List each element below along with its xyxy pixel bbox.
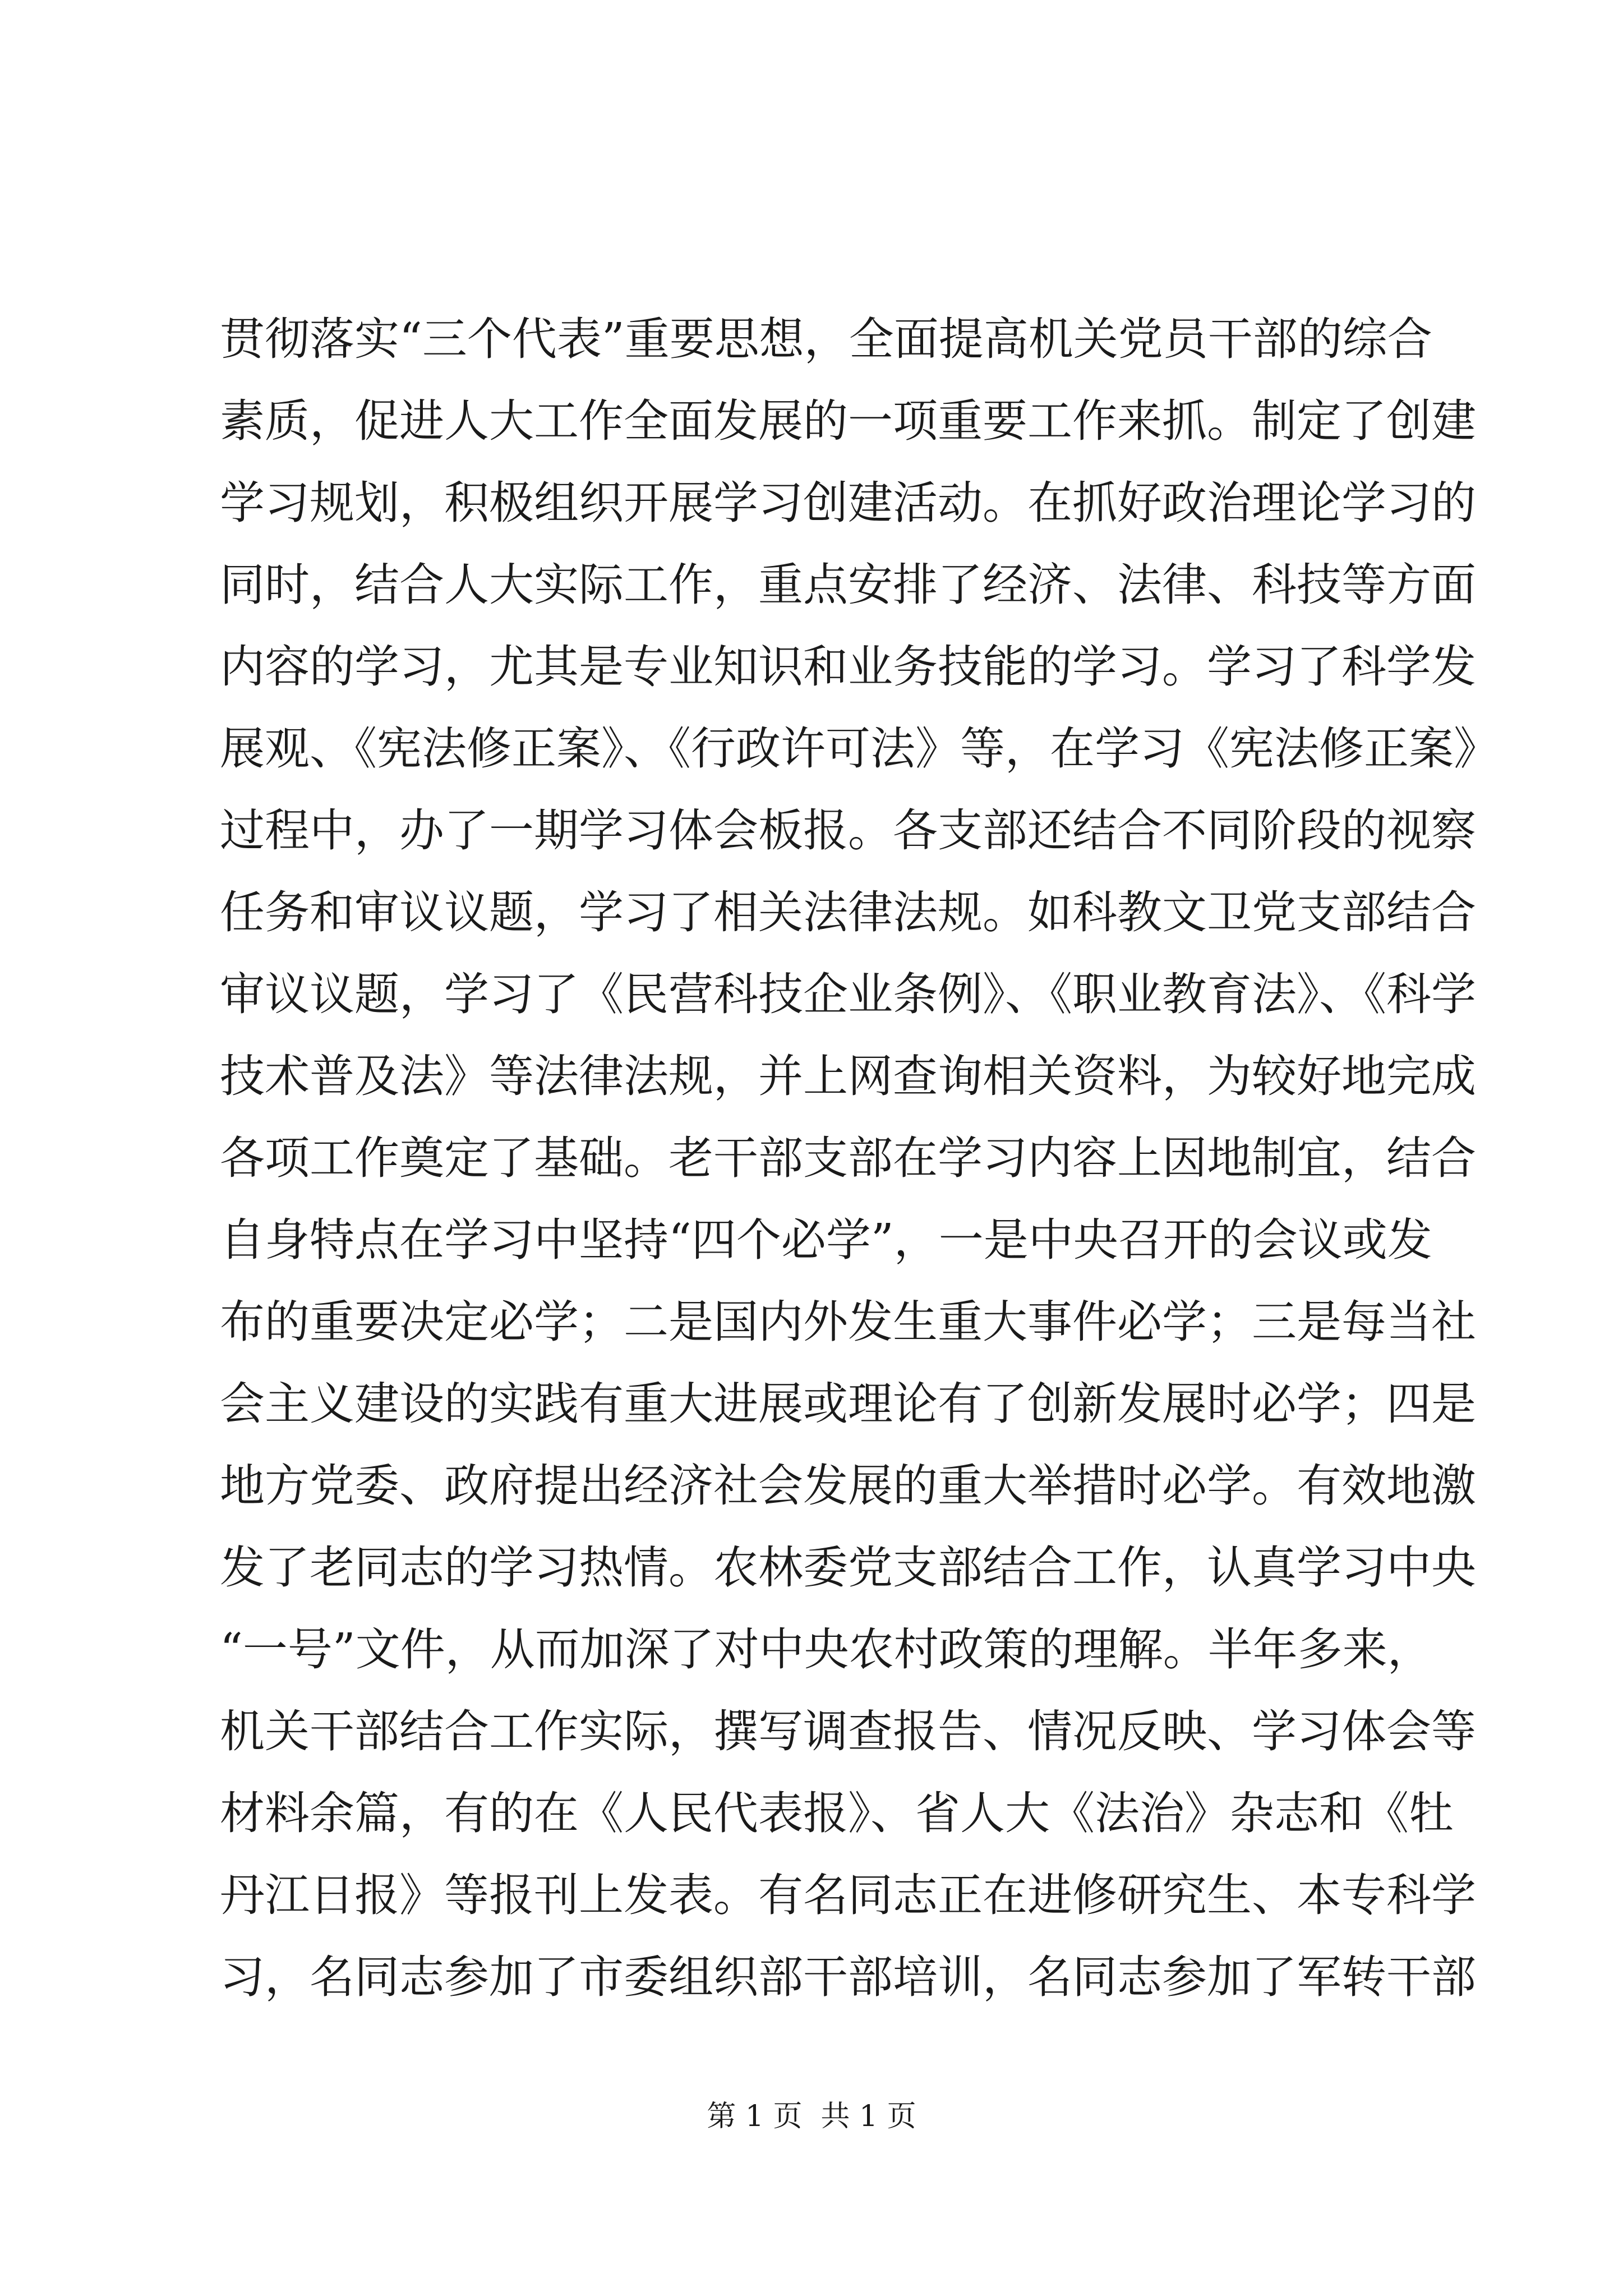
- text-line: 学习规划，积极组织开展学习创建活动。在抓好政治理论学习的: [220, 477, 1476, 529]
- text-line: 任务和审议议题，学习了相关法律法规。如科教文卫党支部结合: [220, 886, 1476, 938]
- text-line: 素质，促进人大工作全面发展的一项重要工作来抓。制定了创建: [220, 395, 1476, 447]
- text-line: 材料余篇，有的在《人民代表报》、省人大《法治》杂志和《牡: [220, 1787, 1454, 1839]
- text-line: 过程中，办了一期学习体会板报。各支部还结合不同阶段的视察: [220, 804, 1476, 857]
- text-line: 习，名同志参加了市委组织部干部培训，名同志参加了军转干部: [220, 1951, 1476, 2003]
- text-line: 发了老同志的学习热情。农林委党支部结合工作，认真学习中央: [220, 1542, 1476, 1594]
- body-text: [220, 298, 1498, 2018]
- text-line: 内容的学习，尤其是专业知识和业务技能的学习。学习了科学发: [220, 641, 1476, 693]
- text-line: 机关干部结合工作实际，撰写调查报告、情况反映、学习体会等: [220, 1705, 1476, 1757]
- text-line: 布的重要决定必学；二是国内外发生重大事件必学；三是每当社: [220, 1296, 1476, 1348]
- text-line: “一号”文件，从而加深了对中央农村政策的理解。半年多来，: [220, 1623, 1432, 1676]
- text-line: 各项工作奠定了基础。老干部支部在学习内容上因地制宜，结合: [220, 1132, 1476, 1184]
- page-footer: 第 1 页 共 1 页: [707, 2100, 916, 2133]
- text-line: 审议议题，学习了《民营科技企业条例》、《职业教育法》、《科学: [220, 968, 1476, 1020]
- text-line: 会主义建设的实践有重大进展或理论有了创新发展时必学；四是: [220, 1378, 1476, 1430]
- text-line: 地方党委、政府提出经济社会发展的重大举措时必学。有效地激: [220, 1460, 1476, 1512]
- text-line: 自身特点在学习中坚持“四个必学”，一是中央召开的会议或发: [220, 1214, 1432, 1266]
- text-line: 展观、《宪法修正案》、《行政许可法》等，在学习《宪法修正案》: [220, 723, 1498, 775]
- text-line: 技术普及法》等法律法规，并上网查询相关资料，为较好地完成: [220, 1050, 1476, 1102]
- text-line: 贯彻落实“三个代表”重要思想，全面提高机关党员干部的综合: [220, 313, 1432, 365]
- text-line: 同时，结合人大实际工作，重点安排了经济、法律、科技等方面: [220, 559, 1476, 611]
- text-line: 丹江日报》等报刊上发表。有名同志正在进修研究生、本专科学: [220, 1869, 1476, 1921]
